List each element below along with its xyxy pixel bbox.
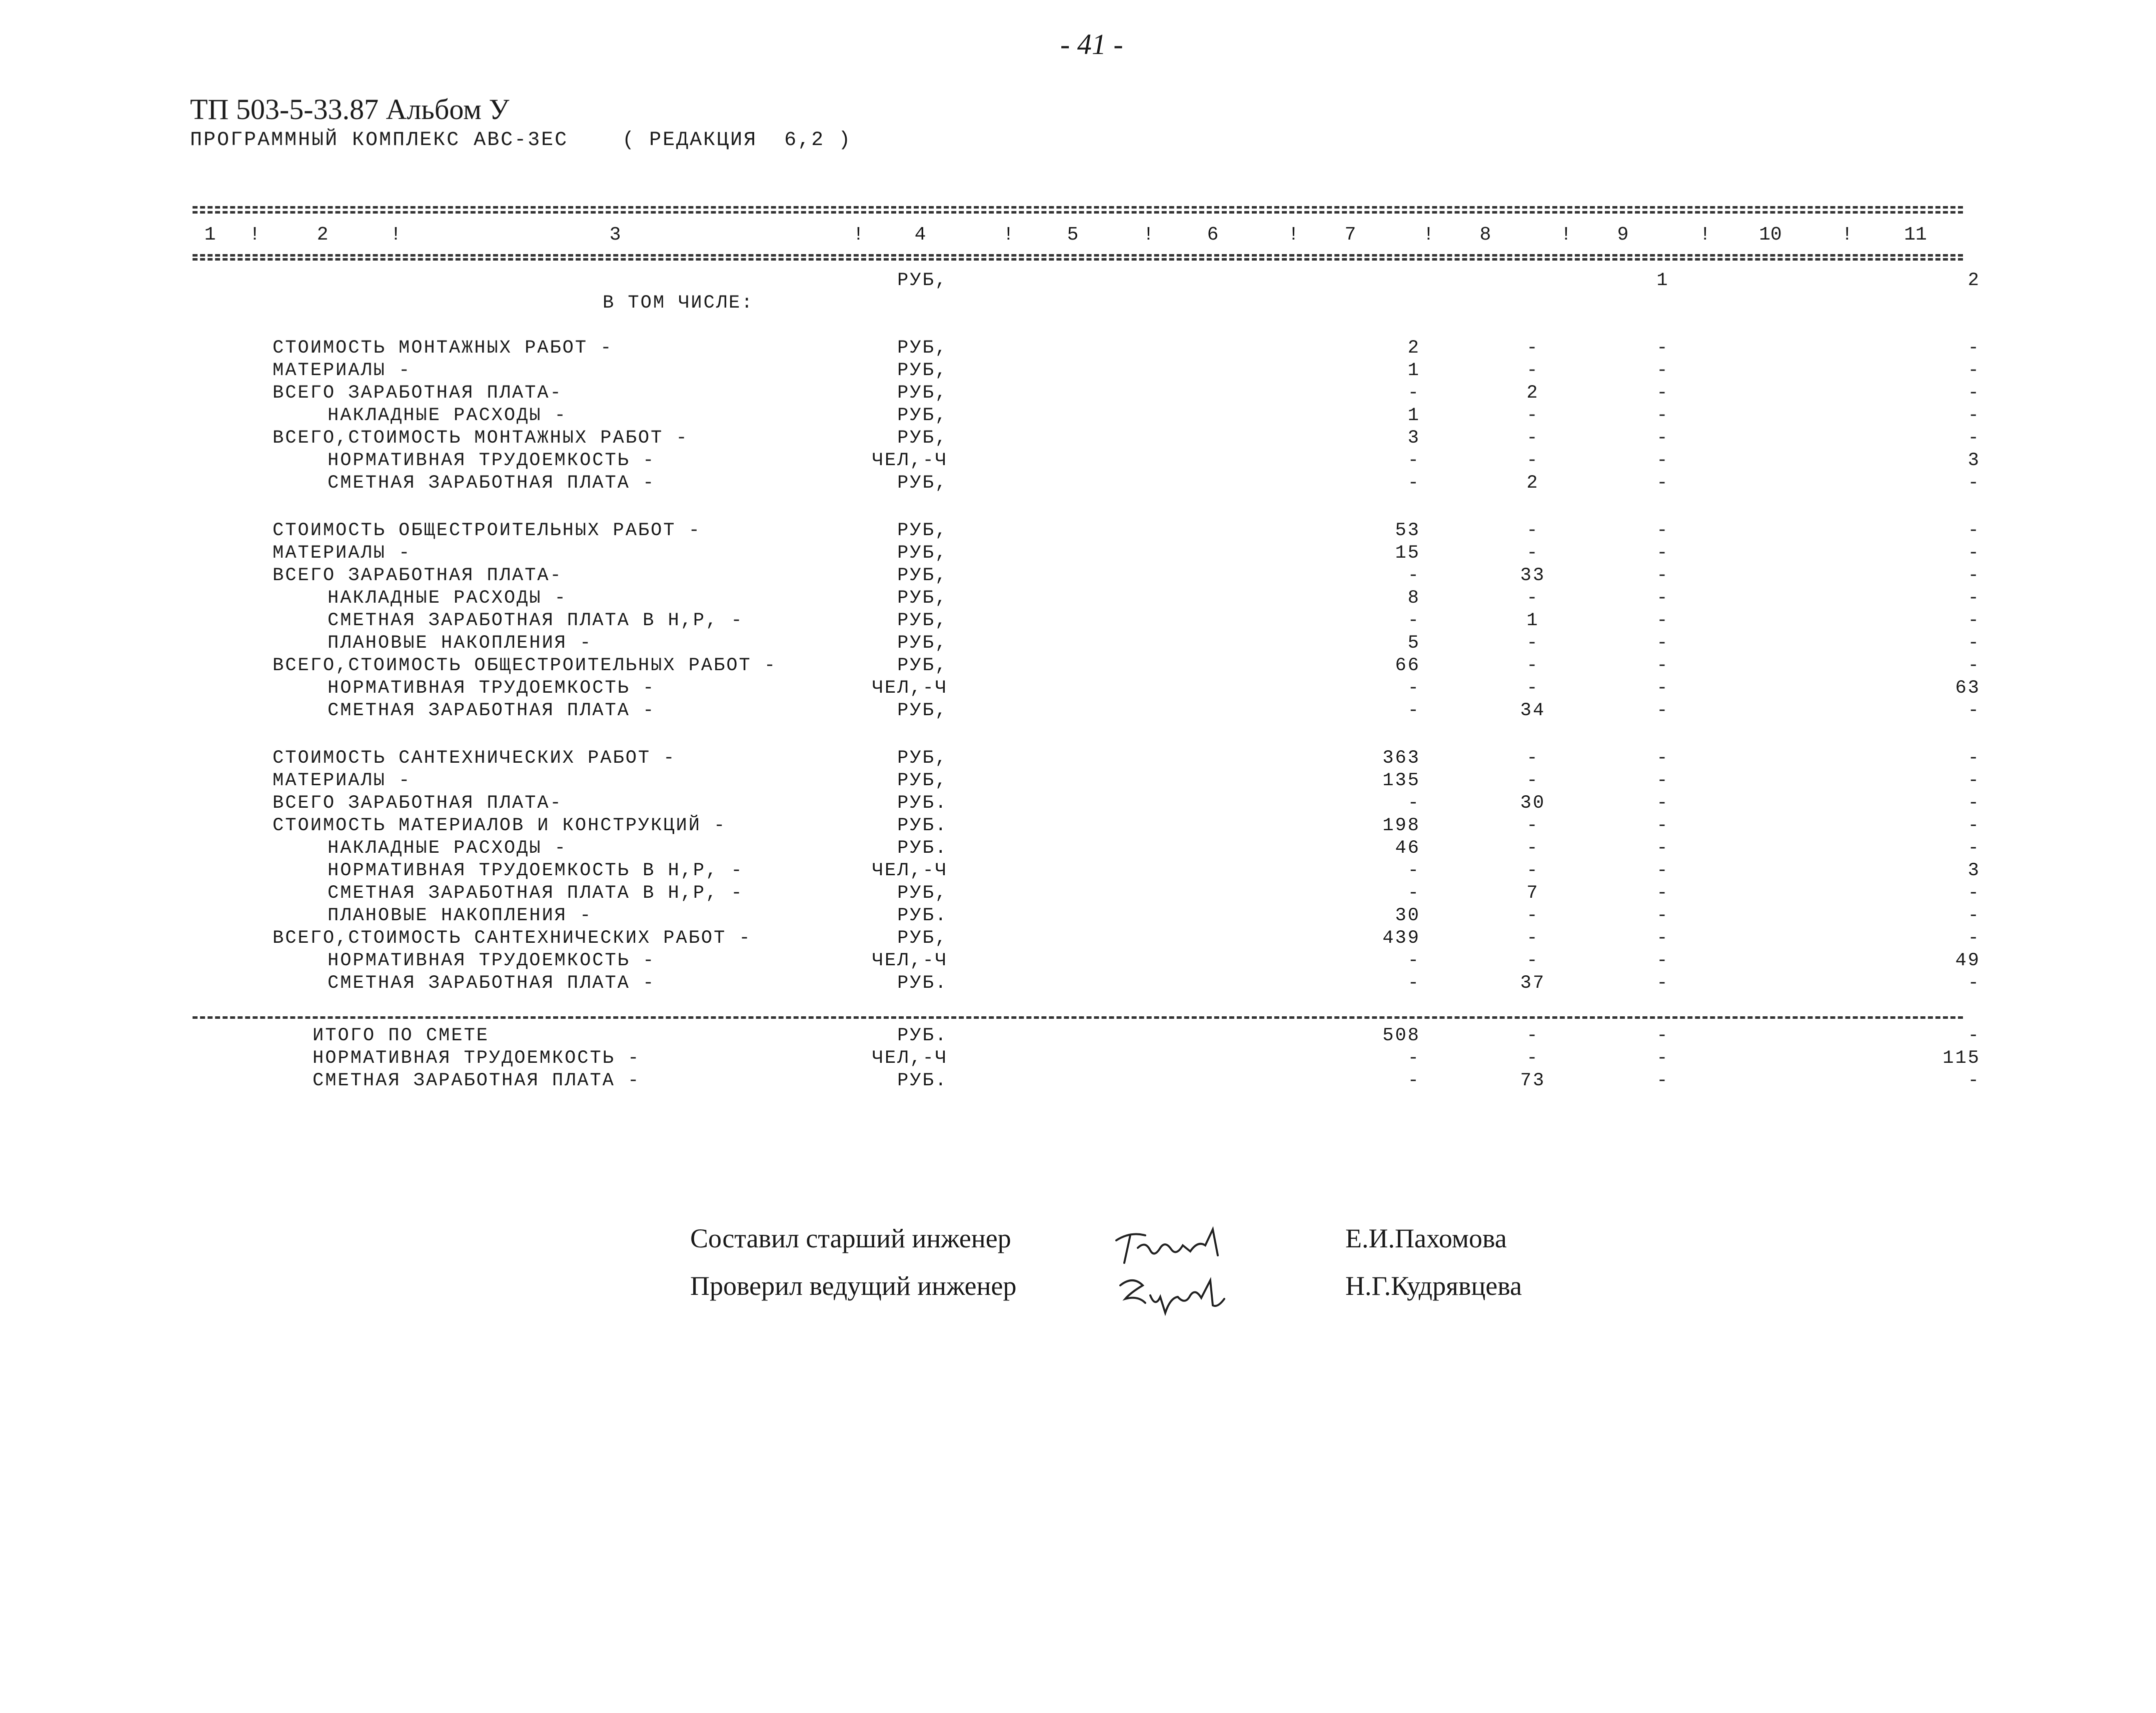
checked-by-name: Н.Г.Кудрявцева (1345, 1271, 1522, 1301)
table-row (0, 428, 2156, 451)
table-row (0, 770, 2156, 793)
cell-col9: - (1656, 543, 1669, 564)
table-row (0, 565, 2156, 588)
totals-rule (193, 1016, 1963, 1019)
compiled-signature-image (1110, 1220, 1230, 1268)
cell-col11: - (1967, 928, 1980, 949)
cell-col7: - (1407, 383, 1420, 404)
cell-col7: 8 (1407, 588, 1420, 609)
page-number: - 41 - (1060, 28, 1123, 61)
cell-col11: - (1967, 338, 1980, 359)
row-label: СМЕТНАЯ ЗАРАБОТНАЯ ПЛАТА - (328, 973, 656, 994)
table-row (0, 588, 2156, 611)
table-row (0, 1070, 2156, 1093)
table-row (0, 973, 2156, 996)
row-label: ВСЕГО,СТОИМОСТЬ МОНТАЖНЫХ РАБОТ - (273, 428, 689, 449)
row-unit: РУБ, (897, 928, 948, 949)
cell-col8: - (1526, 905, 1539, 926)
column-separator: ! (1003, 224, 1014, 246)
cell-col9: - (1656, 405, 1669, 426)
table-row (0, 383, 2156, 406)
row-label: СМЕТНАЯ ЗАРАБОТНАЯ ПЛАТА - (328, 473, 656, 494)
row-unit: РУБ, (897, 633, 948, 654)
table-row (0, 293, 2156, 316)
cell-col7: 66 (1395, 655, 1420, 676)
cell-col8: 7 (1526, 883, 1539, 904)
row-label: ПЛАНОВЫЕ НАКОПЛЕНИЯ - (328, 633, 593, 654)
cell-col11: - (1967, 565, 1980, 586)
cell-col7: 46 (1395, 838, 1420, 859)
cell-col11: - (1967, 700, 1980, 721)
cell-col7: 53 (1395, 520, 1420, 541)
cell-col8: - (1526, 1048, 1539, 1069)
table-row (0, 450, 2156, 473)
cell-col9: - (1656, 338, 1669, 359)
compiled-by-name: Е.И.Пахомова (1345, 1223, 1507, 1253)
cell-col9: - (1656, 748, 1669, 769)
cell-col8: - (1526, 338, 1539, 359)
row-label: СМЕТНАЯ ЗАРАБОТНАЯ ПЛАТА В Н,Р, - (328, 883, 744, 904)
column-number: 10 (1759, 224, 1782, 246)
cell-col9: - (1656, 793, 1669, 814)
column-separator: ! (1841, 224, 1853, 246)
document-title: ТП 503-5-33.87 Альбом У (190, 93, 510, 126)
cell-col7: 363 (1382, 748, 1420, 769)
cell-col11: - (1967, 473, 1980, 494)
cell-col8: - (1526, 748, 1539, 769)
document-subtitle: ПРОГРАММНЫЙ КОМПЛЕКС АВС-3ЕС ( РЕДАКЦИЯ 6,2 ) (190, 129, 852, 152)
cell-col7: - (1407, 610, 1420, 631)
column-number: 6 (1207, 224, 1219, 246)
row-unit: РУБ. (897, 838, 948, 859)
cell-col11: - (1967, 770, 1980, 791)
cell-col9: - (1656, 770, 1669, 791)
cell-col9: - (1656, 1070, 1669, 1091)
column-separator: ! (853, 224, 864, 246)
row-unit: РУБ, (897, 520, 948, 541)
row-label: ВСЕГО ЗАРАБОТНАЯ ПЛАТА- (273, 565, 563, 586)
row-unit: ЧЕЛ,-Ч (872, 1048, 948, 1069)
cell-col11: 63 (1955, 678, 1980, 699)
cell-col8: 73 (1520, 1070, 1546, 1091)
cell-col11: - (1967, 610, 1980, 631)
table-row (0, 360, 2156, 383)
cell-col8: - (1526, 838, 1539, 859)
cell-col7: - (1407, 565, 1420, 586)
cell-col8: 1 (1526, 610, 1539, 631)
cell-col9: - (1656, 1048, 1669, 1069)
table-row (0, 473, 2156, 496)
column-number: 3 (609, 224, 621, 246)
column-separator: ! (1560, 224, 1572, 246)
row-label: ВСЕГО ЗАРАБОТНАЯ ПЛАТА- (273, 793, 563, 814)
cell-col7: 135 (1382, 770, 1420, 791)
cell-col7: 2 (1407, 338, 1420, 359)
row-label: СМЕТНАЯ ЗАРАБОТНАЯ ПЛАТА - (313, 1070, 641, 1091)
row-unit: РУБ, (897, 383, 948, 404)
table-row (0, 678, 2156, 701)
table-row (0, 338, 2156, 361)
cell-col11: - (1967, 883, 1980, 904)
cell-col7: 3 (1407, 428, 1420, 449)
cell-col11: - (1967, 383, 1980, 404)
cell-col8: 34 (1520, 700, 1546, 721)
table-row (0, 1048, 2156, 1071)
row-unit: РУБ. (897, 973, 948, 994)
cell-col9: - (1656, 450, 1669, 471)
cell-col7: 508 (1382, 1025, 1420, 1046)
cell-col11: - (1967, 1025, 1980, 1046)
cell-col8: 2 (1526, 383, 1539, 404)
cell-col11: - (1967, 1070, 1980, 1091)
cell-col7: 1 (1407, 360, 1420, 381)
row-label: НОРМАТИВНАЯ ТРУДОЕМКОСТЬ - (313, 1048, 641, 1069)
cell-col9: - (1656, 905, 1669, 926)
cell-col9: - (1656, 700, 1669, 721)
table-row (0, 748, 2156, 771)
cell-col9: - (1656, 520, 1669, 541)
table-row (0, 270, 2156, 293)
row-unit: РУБ, (897, 473, 948, 494)
cell-col8: - (1526, 1025, 1539, 1046)
column-number: 11 (1904, 224, 1927, 246)
cell-col7: - (1407, 973, 1420, 994)
row-label: ПЛАНОВЫЕ НАКОПЛЕНИЯ - (328, 905, 593, 926)
cell-col8: - (1526, 588, 1539, 609)
row-label: СТОИМОСТЬ ОБЩЕСТРОИТЕЛЬНЫХ РАБОТ - (273, 520, 701, 541)
cell-col8: - (1526, 678, 1539, 699)
cell-col9: 1 (1656, 270, 1669, 291)
row-label: СТОИМОСТЬ МОНТАЖНЫХ РАБОТ - (273, 338, 613, 359)
table-row (0, 838, 2156, 861)
row-unit: РУБ, (897, 405, 948, 426)
cell-col9: - (1656, 1025, 1669, 1046)
cell-col11: - (1967, 905, 1980, 926)
row-unit: РУБ, (897, 428, 948, 449)
row-label: ВСЕГО,СТОИМОСТЬ ОБЩЕСТРОИТЕЛЬНЫХ РАБОТ - (273, 655, 777, 676)
checked-by-label: Проверил ведущий инженер (690, 1271, 1017, 1301)
cell-col7: - (1407, 1070, 1420, 1091)
table-row (0, 793, 2156, 816)
row-unit: РУБ, (897, 883, 948, 904)
cell-col11: 3 (1967, 860, 1980, 881)
row-unit: РУБ, (897, 360, 948, 381)
cell-col11: - (1967, 543, 1980, 564)
cell-col8: - (1526, 450, 1539, 471)
table-row (0, 405, 2156, 428)
cell-col11: - (1967, 405, 1980, 426)
cell-col11: - (1967, 748, 1980, 769)
row-label: СМЕТНАЯ ЗАРАБОТНАЯ ПЛАТА В Н,Р, - (328, 610, 744, 631)
cell-col7: 439 (1382, 928, 1420, 949)
row-label: МАТЕРИАЛЫ - (273, 360, 412, 381)
table-row (0, 860, 2156, 883)
cell-col9: - (1656, 883, 1669, 904)
table-row (0, 950, 2156, 973)
table-row (0, 815, 2156, 838)
cell-col8: - (1526, 543, 1539, 564)
column-number: 7 (1344, 224, 1356, 246)
cell-col9: - (1656, 360, 1669, 381)
row-unit: РУБ, (897, 700, 948, 721)
cell-col7: - (1407, 860, 1420, 881)
table-row (0, 928, 2156, 951)
row-unit: РУБ, (897, 610, 948, 631)
table-top-rule-2 (193, 211, 1963, 214)
cell-col7: 1 (1407, 405, 1420, 426)
row-label: НОРМАТИВНАЯ ТРУДОЕМКОСТЬ В Н,Р, - (328, 860, 744, 881)
row-label: В ТОМ ЧИСЛЕ: (603, 293, 754, 314)
cell-col8: 37 (1520, 973, 1546, 994)
cell-col7: - (1407, 950, 1420, 971)
row-unit: РУБ, (897, 770, 948, 791)
header-bottom-rule-2 (193, 258, 1963, 261)
row-unit: ЧЕЛ,-Ч (872, 450, 948, 471)
column-number: 1 (204, 224, 216, 246)
row-label: МАТЕРИАЛЫ - (273, 543, 412, 564)
row-unit: РУБ, (897, 543, 948, 564)
cell-col8: - (1526, 815, 1539, 836)
cell-col8: 30 (1520, 793, 1546, 814)
cell-col9: - (1656, 610, 1669, 631)
row-unit: ЧЕЛ,-Ч (872, 860, 948, 881)
cell-col11: - (1967, 793, 1980, 814)
table-row (0, 655, 2156, 678)
cell-col11: 49 (1955, 950, 1980, 971)
row-label: НОРМАТИВНАЯ ТРУДОЕМКОСТЬ - (328, 678, 656, 699)
cell-col9: - (1656, 655, 1669, 676)
cell-col11: 115 (1942, 1048, 1980, 1069)
cell-col8: - (1526, 405, 1539, 426)
checked-signature-image (1110, 1268, 1230, 1320)
row-unit: РУБ, (897, 338, 948, 359)
row-label: СТОИМОСТЬ МАТЕРИАЛОВ И КОНСТРУКЦИЙ - (273, 815, 727, 836)
row-label: НАКЛАДНЫЕ РАСХОДЫ - (328, 838, 567, 859)
cell-col8: - (1526, 950, 1539, 971)
row-label: СМЕТНАЯ ЗАРАБОТНАЯ ПЛАТА - (328, 700, 656, 721)
cell-col11: - (1967, 588, 1980, 609)
cell-col7: 198 (1382, 815, 1420, 836)
table-row (0, 633, 2156, 656)
table-row (0, 905, 2156, 928)
column-separator: ! (249, 224, 261, 246)
cell-col9: - (1656, 565, 1669, 586)
cell-col11: - (1967, 815, 1980, 836)
cell-col8: - (1526, 428, 1539, 449)
cell-col11: - (1967, 838, 1980, 859)
row-label: МАТЕРИАЛЫ - (273, 770, 412, 791)
column-number: 9 (1617, 224, 1629, 246)
row-label: ВСЕГО,СТОИМОСТЬ САНТЕХНИЧЕСКИХ РАБОТ - (273, 928, 752, 949)
column-separator: ! (1143, 224, 1154, 246)
row-unit: ЧЕЛ,-Ч (872, 678, 948, 699)
cell-col7: 15 (1395, 543, 1420, 564)
row-unit: РУБ. (897, 815, 948, 836)
column-number: 4 (914, 224, 926, 246)
row-unit: РУБ. (897, 1025, 948, 1046)
cell-col8: - (1526, 770, 1539, 791)
cell-col11: 3 (1967, 450, 1980, 471)
table-row (0, 883, 2156, 906)
column-number: 2 (317, 224, 329, 246)
cell-col9: - (1656, 973, 1669, 994)
cell-col8: - (1526, 860, 1539, 881)
cell-col8: - (1526, 928, 1539, 949)
table-row (0, 520, 2156, 543)
cell-col11: - (1967, 520, 1980, 541)
table-row (0, 610, 2156, 633)
column-separator: ! (1699, 224, 1711, 246)
column-separator: ! (1423, 224, 1434, 246)
table-top-rule (193, 206, 1963, 209)
cell-col7: - (1407, 793, 1420, 814)
cell-col9: - (1656, 678, 1669, 699)
cell-col9: - (1656, 815, 1669, 836)
row-label: ИТОГО ПО СМЕТЕ (313, 1025, 489, 1046)
row-label: НОРМАТИВНАЯ ТРУДОЕМКОСТЬ - (328, 950, 656, 971)
cell-col11: 2 (1967, 270, 1980, 291)
row-label: НОРМАТИВНАЯ ТРУДОЕМКОСТЬ - (328, 450, 656, 471)
row-label: НАКЛАДНЫЕ РАСХОДЫ - (328, 405, 567, 426)
table-row (0, 1025, 2156, 1048)
row-unit: РУБ. (897, 793, 948, 814)
column-separator: ! (390, 224, 402, 246)
cell-col8: 2 (1526, 473, 1539, 494)
row-unit: ЧЕЛ,-Ч (872, 950, 948, 971)
row-unit: РУБ, (897, 565, 948, 586)
cell-col9: - (1656, 588, 1669, 609)
table-row (0, 700, 2156, 723)
cell-col9: - (1656, 950, 1669, 971)
cell-col7: 30 (1395, 905, 1420, 926)
row-unit: РУБ, (897, 270, 948, 291)
column-number: 8 (1479, 224, 1491, 246)
row-label: НАКЛАДНЫЕ РАСХОДЫ - (328, 588, 567, 609)
header-bottom-rule (193, 254, 1963, 257)
cell-col8: - (1526, 520, 1539, 541)
cell-col7: - (1407, 473, 1420, 494)
cell-col11: - (1967, 633, 1980, 654)
cell-col7: - (1407, 700, 1420, 721)
cell-col7: - (1407, 1048, 1420, 1069)
column-number: 5 (1067, 224, 1079, 246)
cell-col9: - (1656, 383, 1669, 404)
cell-col7: - (1407, 678, 1420, 699)
cell-col11: - (1967, 428, 1980, 449)
cell-col9: - (1656, 860, 1669, 881)
table-row (0, 543, 2156, 566)
row-label: СТОИМОСТЬ САНТЕХНИЧЕСКИХ РАБОТ - (273, 748, 676, 769)
row-unit: РУБ. (897, 1070, 948, 1091)
cell-col9: - (1656, 838, 1669, 859)
cell-col8: 33 (1520, 565, 1546, 586)
cell-col7: - (1407, 883, 1420, 904)
compiled-by-label: Составил старший инженер (690, 1223, 1011, 1253)
row-unit: РУБ, (897, 588, 948, 609)
cell-col9: - (1656, 473, 1669, 494)
cell-col9: - (1656, 633, 1669, 654)
cell-col11: - (1967, 973, 1980, 994)
column-separator: ! (1288, 224, 1299, 246)
row-unit: РУБ, (897, 655, 948, 676)
cell-col11: - (1967, 360, 1980, 381)
row-label: ВСЕГО ЗАРАБОТНАЯ ПЛАТА- (273, 383, 563, 404)
cell-col9: - (1656, 428, 1669, 449)
cell-col7: - (1407, 450, 1420, 471)
cell-col7: 5 (1407, 633, 1420, 654)
cell-col8: - (1526, 633, 1539, 654)
cell-col8: - (1526, 655, 1539, 676)
row-unit: РУБ. (897, 905, 948, 926)
cell-col8: - (1526, 360, 1539, 381)
cell-col11: - (1967, 655, 1980, 676)
row-unit: РУБ, (897, 748, 948, 769)
cell-col9: - (1656, 928, 1669, 949)
